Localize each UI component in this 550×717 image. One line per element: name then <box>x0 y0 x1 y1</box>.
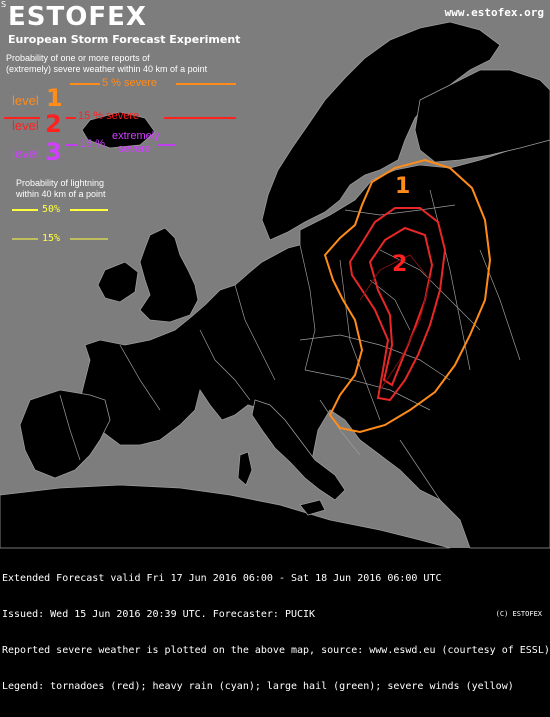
level-1-number: 1 <box>46 84 63 112</box>
footer-valid-line: Extended Forecast valid Fri 17 Jun 2016 06:00 - Sat 18 Jun 2016 06:00 UTC <box>2 573 442 584</box>
lightning-15-label: 15% <box>42 233 61 244</box>
level-3-threshold-word2: severe <box>118 143 152 155</box>
footer-source-line: Reported severe weather is plotted on the above map, source: www.eswd.eu (courtesy of ESSL) <box>2 645 550 656</box>
level-1-threshold: 5 % severe <box>102 77 158 89</box>
level-3-word: level <box>12 146 39 161</box>
level-2-threshold: 15 % severe <box>78 110 140 122</box>
website-link[interactable]: www.estofex.org <box>444 6 544 19</box>
level-1-word: level <box>12 93 39 108</box>
map-level-2-label: 2 <box>392 252 408 277</box>
level-2-number: 2 <box>45 110 62 138</box>
lightning-legend-title: Probability of lightning within 40 km of a point <box>16 178 106 199</box>
footer-legend-line: Legend: tornadoes (red); heavy rain (cyan); large hail (green); severe winds (yellow) <box>2 681 514 692</box>
level-2-word: level <box>12 118 39 133</box>
level-3-threshold-pct: 15 % <box>80 138 106 150</box>
brand-subtitle: European Storm Forecast Experiment <box>8 33 241 46</box>
level-3-threshold-word1: extremely <box>112 130 160 142</box>
copyright: (C) ESTOFEX <box>495 610 542 618</box>
level-3-number: 3 <box>45 138 62 166</box>
brand-title: ESTOFEX <box>8 2 147 32</box>
map-level-1-label: 1 <box>395 174 411 199</box>
forecast-footer <box>2 549 548 717</box>
probability-legend-title: Probability of one or more reports of (extremely) severe weather within 40 km of a point <box>6 53 208 74</box>
footer-issued-line: Issued: Wed 15 Jun 2016 20:39 UTC. Forecaster: PUCIK <box>2 609 316 620</box>
lightning-50-label: 50% <box>42 204 61 215</box>
corner-mark: S <box>1 0 7 9</box>
